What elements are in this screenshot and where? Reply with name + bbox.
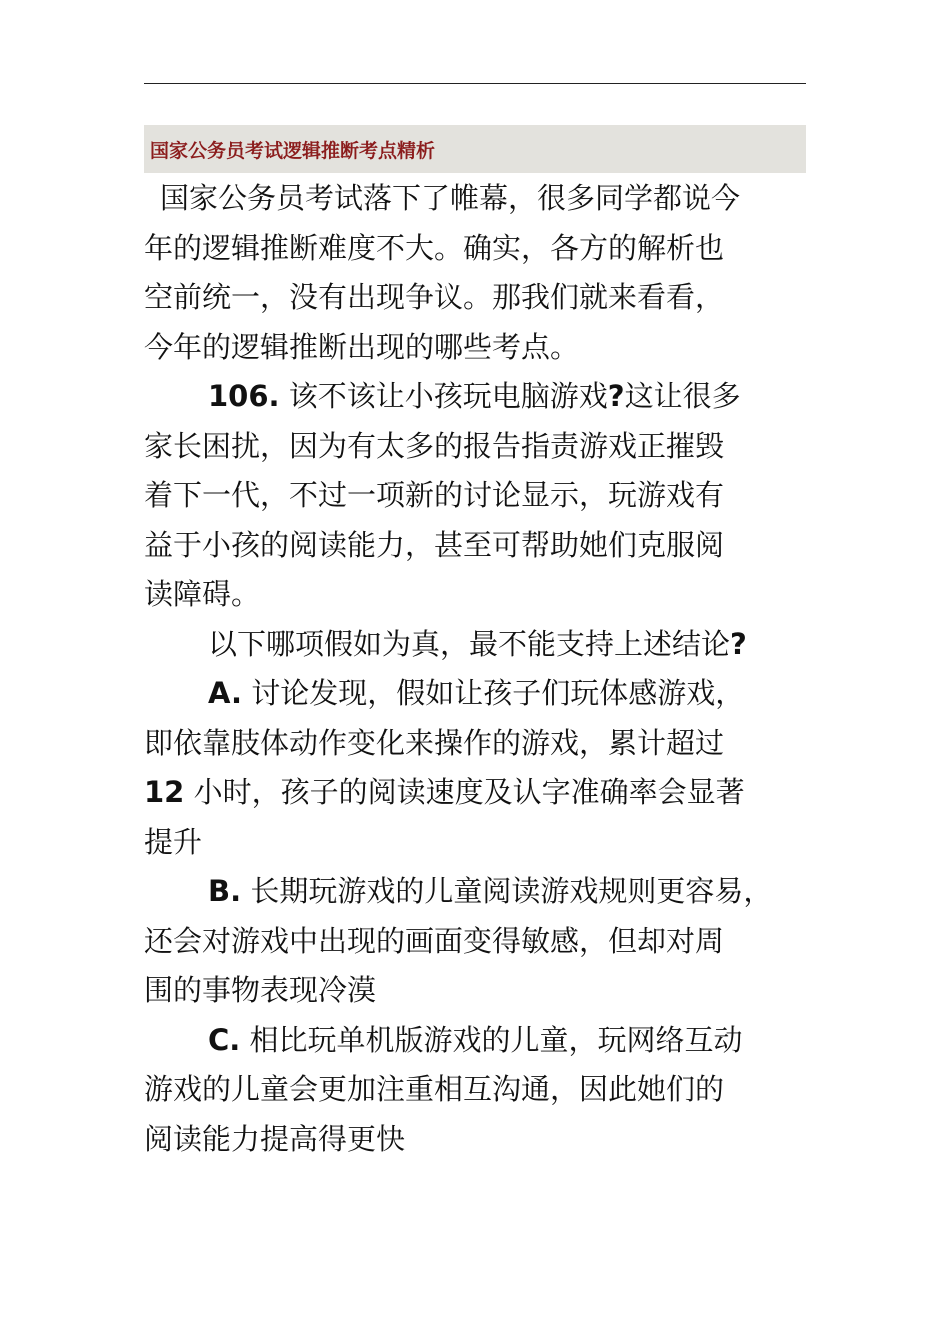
- question-mark: ?: [607, 379, 625, 413]
- option-a-label: A.: [208, 676, 242, 710]
- option-a-text: 讨论发现，假如让孩子们玩体感游戏，: [242, 676, 745, 710]
- question-line: 读障碍。: [144, 577, 261, 611]
- option-a-line: 提升: [144, 824, 203, 859]
- document-body: [144, 174, 824, 1164]
- option-c-line: [144, 1016, 824, 1066]
- prompt-text: 以下哪项假如为真，最不能支持上述结论: [208, 626, 731, 661]
- option-c-label: C.: [208, 1022, 241, 1057]
- question-line: 着下一代，不过一项新的讨论显示，玩游戏有: [144, 478, 725, 512]
- question-text: 该不该让小孩玩电脑游戏: [279, 379, 608, 413]
- intro-line: 今年的逻辑推断出现的哪些考点。: [144, 329, 580, 364]
- option-b-text: 长期玩游戏的儿童阅读游戏规则更容易，: [241, 874, 773, 908]
- document-title: 国家公务员考试逻辑推断考点精析: [150, 139, 436, 162]
- question-line: 家长困扰，因为有太多的报告指责游戏正摧毁: [144, 428, 725, 463]
- intro-line: 年的逻辑推断难度不大。确实，各方的解析也: [144, 230, 725, 265]
- option-a-line: [144, 669, 824, 719]
- intro-line: 空前统一，没有出现争议。那我们就来看看，: [144, 280, 725, 314]
- option-a-line: 即依靠肢体动作变化来操作的游戏，累计超过: [144, 725, 725, 760]
- question-prompt: [144, 620, 824, 670]
- option-b-line: [144, 867, 824, 917]
- question-line: 益于小孩的阅读能力，甚至可帮助她们克服阅: [144, 527, 725, 562]
- option-c-text: 相比玩单机版游戏的儿童，玩网络互动: [240, 1022, 743, 1057]
- title-band: [144, 125, 806, 173]
- question-text: 这让很多: [624, 379, 741, 413]
- prompt-mark: ?: [730, 626, 747, 661]
- option-c-line: 游戏的儿童会更加注重相互沟通，因此她们的: [144, 1072, 725, 1106]
- option-b-label: B.: [208, 874, 242, 908]
- option-c-line: 阅读能力提高得更快: [144, 1121, 406, 1156]
- intro-line: 国家公务员考试落下了帷幕，很多同学都说今: [160, 181, 741, 215]
- header-rule: [144, 83, 806, 84]
- option-a-number: 12: [144, 775, 185, 809]
- option-b-line: 还会对游戏中出现的画面变得敏感，但却对周: [144, 923, 725, 958]
- question-number: 106.: [208, 379, 280, 413]
- option-a-line: [144, 768, 824, 818]
- option-a-text: 小时，孩子的阅读速度及认字准确率会显著: [184, 775, 745, 809]
- question-line: [144, 372, 824, 422]
- option-b-line: 围的事物表现冷漠: [144, 973, 377, 1007]
